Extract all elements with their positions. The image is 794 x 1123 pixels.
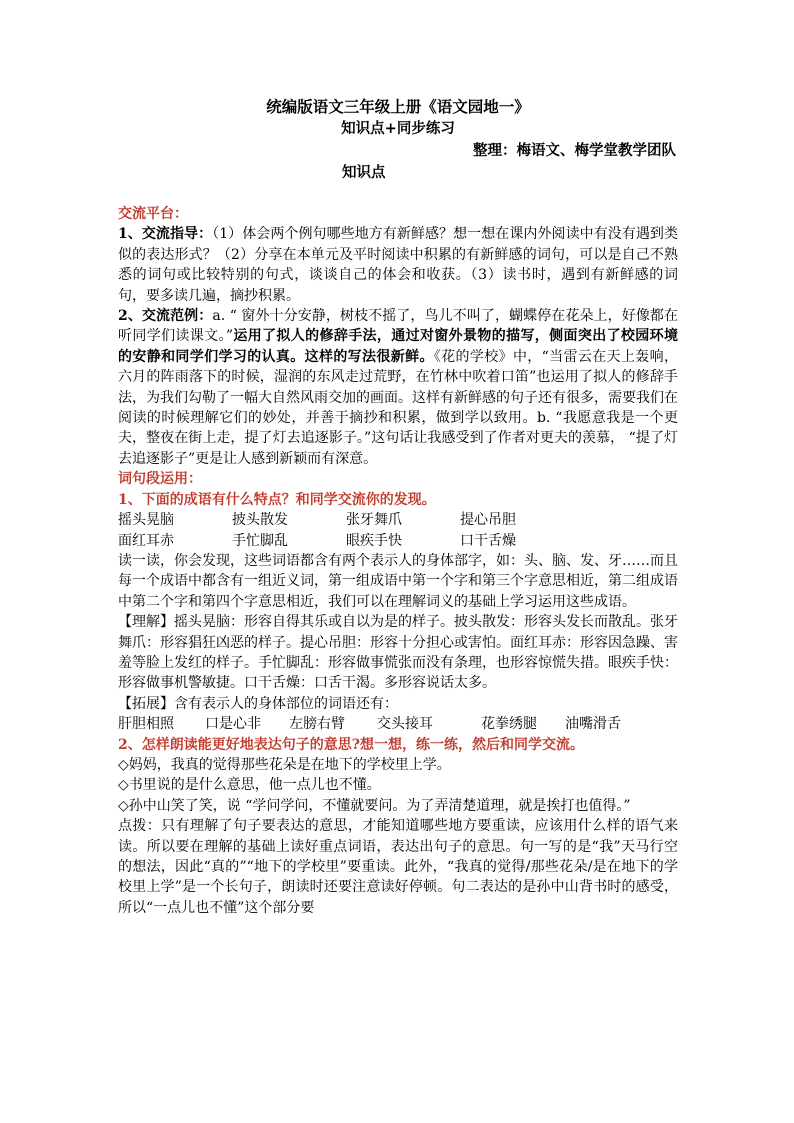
example-label: 2、交流范例： (118, 308, 213, 325)
idiom: 披头散发 (232, 512, 288, 529)
guide-label: 1、交流指导： (118, 226, 213, 243)
spacer (118, 184, 678, 204)
exchange-example (118, 306, 678, 469)
understand-paragraph (118, 612, 678, 694)
idiom: 提心吊胆 (460, 512, 516, 529)
guide-text: （1）体会两个例句哪些地方有新鲜感？想一想在课内外阅读中有没有遇到类似的表达形式？（2）分享在本单元及平时阅读中积累的有新鲜感的词句，可以是自己不熟悉的词句或比较特别的句式，谈谈自己的体会和收获。（3）读书时，遇到有新鲜感的词句，要多读几遍，摘抄积累。 (118, 226, 678, 304)
document-page (118, 96, 678, 918)
idiom: 张牙舞爪 (346, 512, 402, 529)
exchange-guide (118, 224, 678, 306)
expand-word: 交头接耳 (377, 716, 433, 733)
example-bold: 运用了拟人的修辞手法，通过对窗外景物的描写，侧面突出了校园环境的安静和同学们学习的认真。这样的写法很新鲜。 (118, 328, 678, 365)
question-1: 1、下面的成语有什么特点？和同学交流你的发现。 (118, 491, 436, 508)
usage-heading: 词句段运用： (118, 471, 202, 488)
expand-word: 油嘴滑舌 (565, 716, 621, 733)
idioms-row-1 (118, 510, 678, 530)
expand-word: 左膀右臂 (289, 716, 345, 733)
sentence-2: ◇书里说的是什么意思，他一点儿也不懂。 (118, 777, 381, 794)
example-part1: a. “ 窗外十分安静，树枝不摇了，鸟儿不叫了，蝴蝶停在花朵上，好像都在听同学们读课文。” (118, 308, 678, 345)
expand-text: 含有表示人的身体部位的词语还有： (174, 695, 398, 712)
expand-word: 花拳绣腿 (481, 716, 537, 733)
idiom: 面红耳赤 (118, 532, 174, 549)
idiom: 眼疾手快 (346, 532, 402, 549)
understand-label: 【理解】 (118, 614, 174, 631)
document-title: 统编版语文三年级上册《语文园地一》 (266, 97, 530, 116)
expand-word: 肝胆相照 (118, 716, 174, 733)
document-subtitle: 知识点+同步练习 (341, 120, 455, 137)
sentence-1: ◇妈妈，我真的觉得那些花朵是在地下的学校里上学。 (118, 756, 451, 773)
example-part2: 《花的学校》中，“当雷云在天上轰响，六月的阵雨落下的时候，湿润的东风走过荒野，在竹林中吹着口笛”也运用了拟人的修辞手法，为我们勾勒了一幅大自然风雨交加的画面。这样有新鲜感的句子还有很多，需要我们在阅读的时候理解它们的妙处，并善于摘抄和积累，做到学以致用。b. “我愿意我是一个更夫，整夜在街上走，提了灯去追逐影子。”这句话让我感受到了作者对更夫的羡慕， “提了灯去追逐影子”更是让人感到新颖而有深意。 (118, 348, 679, 467)
idiom: 手忙脚乱 (232, 532, 288, 549)
section-title: 知识点 (342, 164, 386, 181)
expand-label: 【拓展】 (118, 695, 174, 712)
question-2: 2、怎样朗读能更好地表达句子的意思?想一想，练一练，然后和同学交流。 (118, 736, 584, 753)
expand-word: 口是心非 (205, 716, 261, 733)
expand-words-row (118, 714, 678, 734)
exchange-heading: 交流平台： (118, 206, 188, 222)
finding-paragraph: 读一读，你会发现，这些词语都含有两个表示人的身体部字，如：头、脑、发、牙……而且每一个成语中都含有一组近义词，第一组成语中第一个字和第三个字意思相近，第二组成语中第二个字和第四个字意思相近，我们可以在理解词义的基础上学习运用这些成语。 (118, 552, 678, 610)
expand-paragraph (118, 694, 678, 714)
idiom: 口干舌燥 (460, 532, 516, 549)
idiom: 摇头晃脑 (118, 512, 174, 529)
document-credit: 整理：梅语文、梅学堂教学团队 (473, 142, 676, 159)
idioms-row-2 (118, 531, 678, 551)
understand-text: 摇头晃脑：形容自得其乐或自以为是的样子。披头散发：形容头发长而散乱。张牙舞爪：形容猖狂凶恶的样子。提心吊胆：形容十分担心或害怕。面红耳赤：形容因急躁、害羞等脸上发红的样子。手忙脚乱：形容做事慌张而没有条理，也形容惊慌失措。眼疾手快：形容做事机警敏捷。口干舌燥：口舌干渴。多形容说话太多。 (118, 614, 678, 692)
sentence-3: ◇孙中山笑了笑，说 “学问学问，不懂就要问。为了弄清楚道理，就是挨打也值得。” (118, 797, 631, 814)
tip-paragraph: 点拨：只有理解了句子要表达的意思，才能知道哪些地方要重读，应该用什么样的语气来读。所以要在理解的基础上读好重点词语，表达出句子的意思。句一写的是“我”天马行空的想法，因此“真的”“地下的学校里”要重读。此外，“我真的觉得/那些花朵/是在地下的学校里上学”是一个长句子，朗读时还要注意读好停顿。句二表达的是孙中山背书时的感受，所以“一点儿也不懂”这个部分要 (118, 818, 678, 916)
